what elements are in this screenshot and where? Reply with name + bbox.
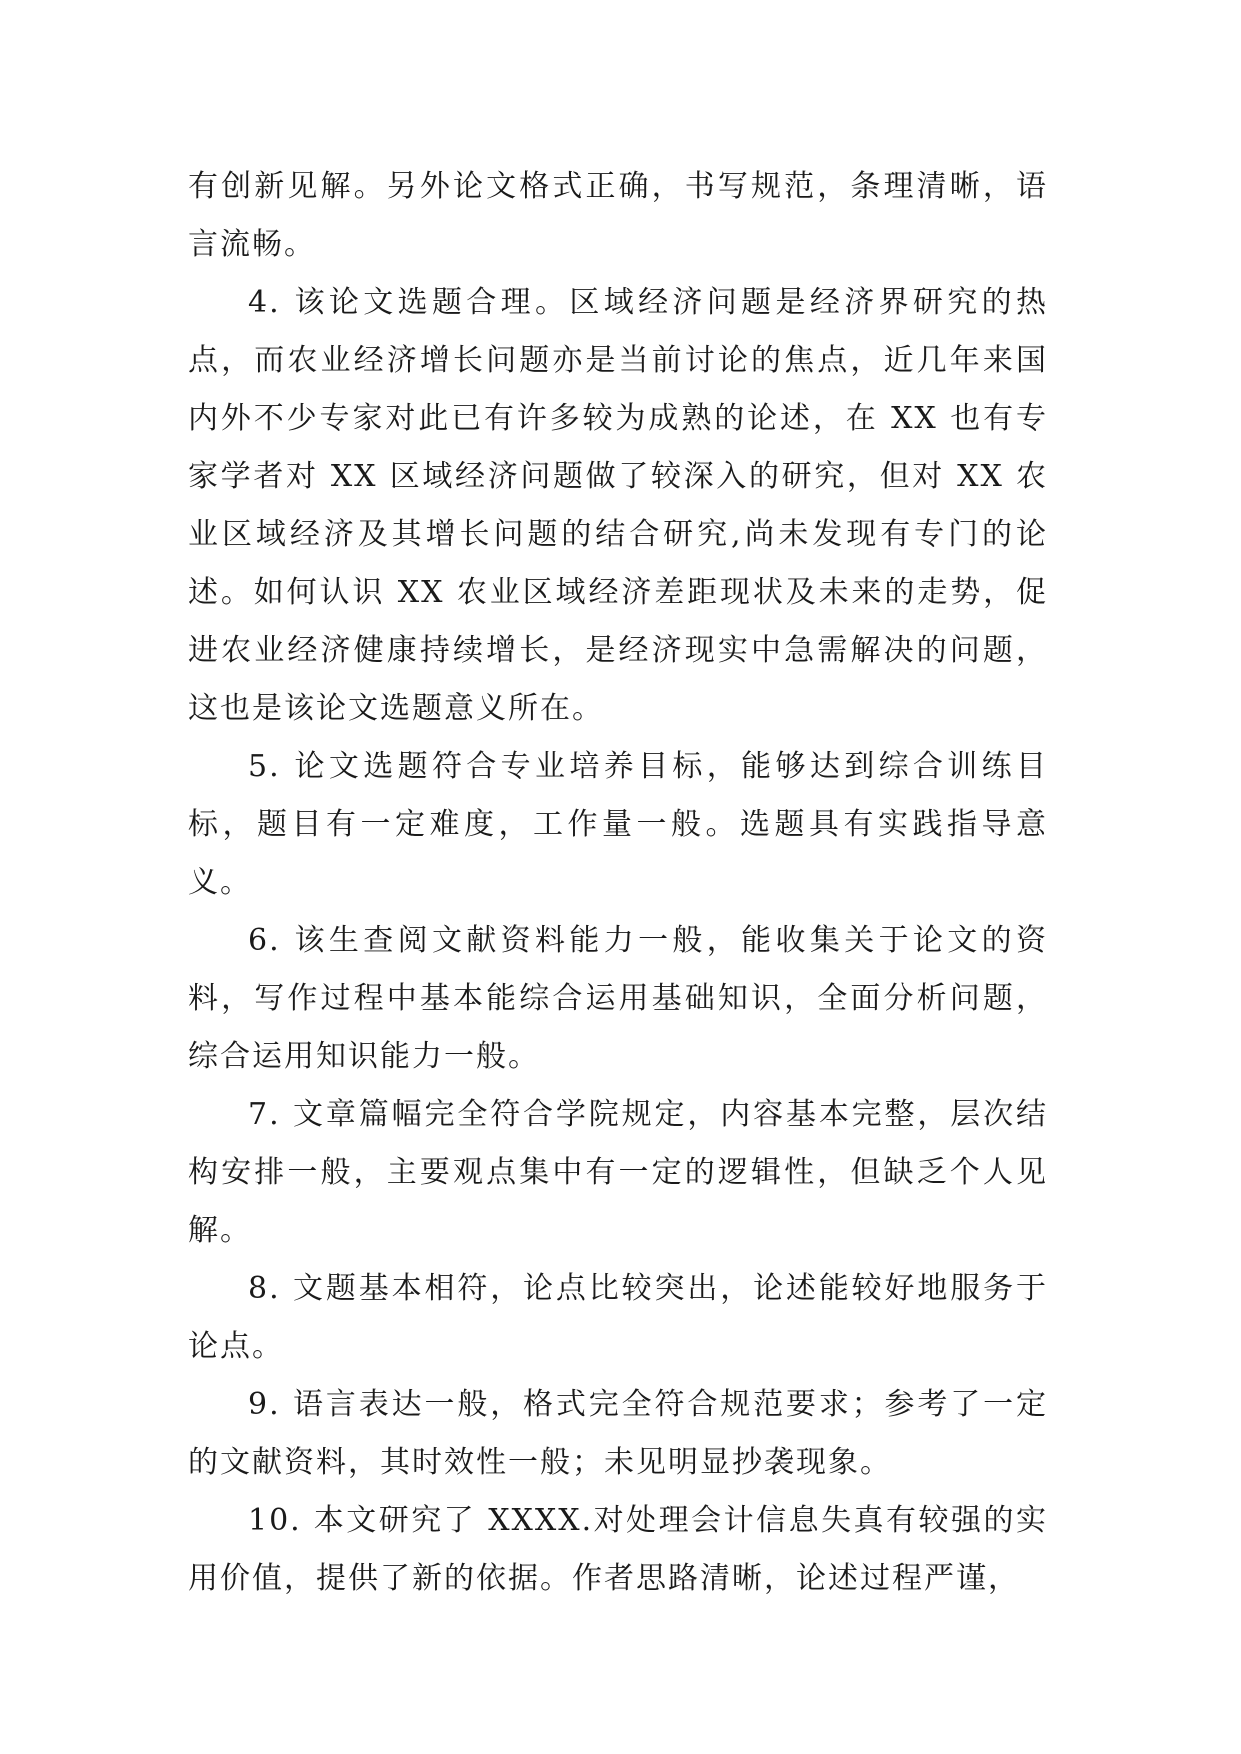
paragraph-item-10: 10. 本文研究了 XXXX.对处理会计信息失真有较强的实用价值，提供了新的依据。作者思路清晰，论述过程严谨， xyxy=(188,1503,1048,1596)
paragraph-item-8: 8. 文题基本相符，论点比较突出，论述能较好地服务于论点。 xyxy=(188,1271,1048,1364)
paragraph-item-5: 5. 论文选题符合专业培养目标，能够达到综合训练目标，题目有一定难度，工作量一般。选题具有实践指导意义。 xyxy=(188,749,1048,900)
paragraph-item-4: 4. 该论文选题合理。区域经济问题是经济界研究的热点，而农业经济增长问题亦是当前讨论的焦点，近几年来国内外不少专家对此已有许多较为成熟的论述，在 XX 也有专家学者对 XX 区域经济问题做了较深入的研究，但对 XX 农业区域经济及其增长问题的结合研究,尚未发现有专门的论述。如何认识 XX 农业区域经济差距现状及未来的走势，促进农业经济健康持续增长，是经济现实中急需解决的问题，这也是该论文选题意义所在。 xyxy=(188,285,1048,726)
paragraph-continuation: 有创新见解。另外论文格式正确，书写规范，条理清晰，语言流畅。 xyxy=(188,169,1048,262)
paragraph-item-9: 9. 语言表达一般，格式完全符合规范要求；参考了一定的文献资料，其时效性一般；未见明显抄袭现象。 xyxy=(188,1387,1048,1480)
document-body xyxy=(188,158,1048,1608)
paragraph-item-6: 6. 该生查阅文献资料能力一般，能收集关于论文的资料，写作过程中基本能综合运用基础知识，全面分析问题，综合运用知识能力一般。 xyxy=(188,923,1048,1074)
paragraph-item-7: 7. 文章篇幅完全符合学院规定，内容基本完整，层次结构安排一般，主要观点集中有一定的逻辑性，但缺乏个人见解。 xyxy=(188,1097,1048,1248)
